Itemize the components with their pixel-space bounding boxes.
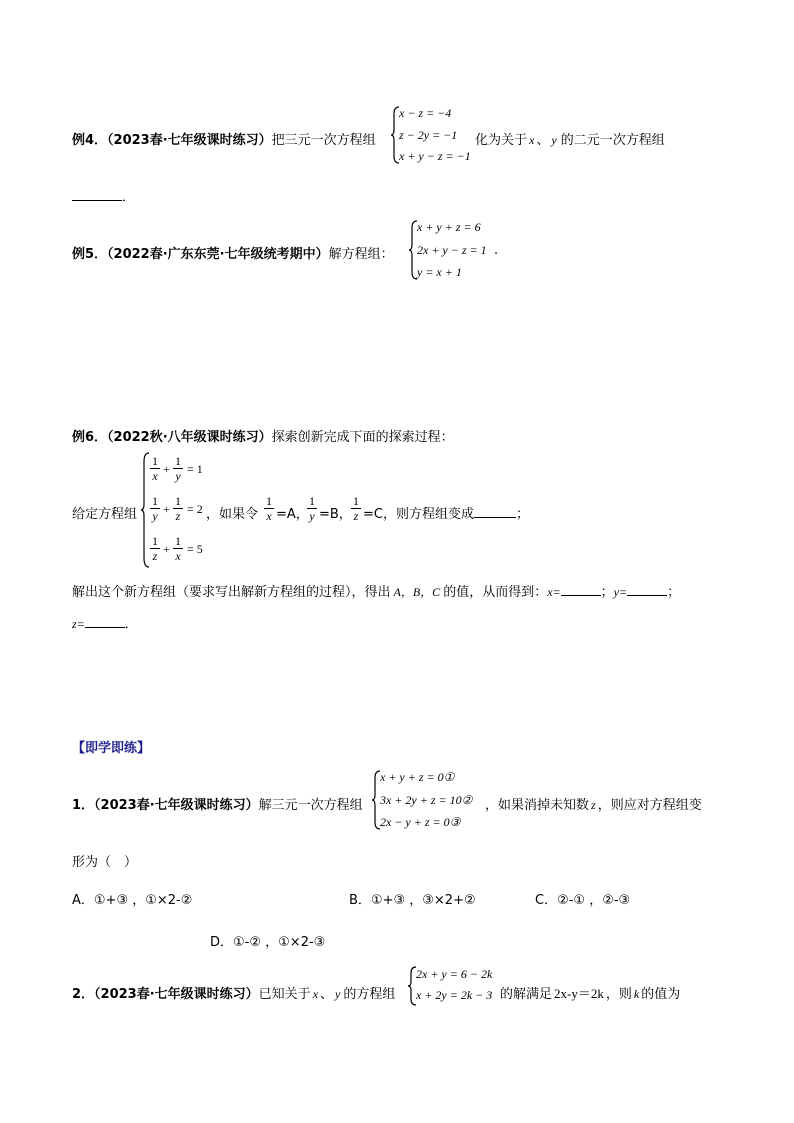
ex6-sub-frac-y: 1 y	[309, 494, 315, 523]
q1-option-a[interactable]: A．①+③ ，①×2-②	[72, 893, 193, 908]
q2-label: 2．	[72, 987, 95, 1002]
ex6-new-system-blank[interactable]	[474, 503, 516, 518]
ex5-eq2: 2x + y − z = 1	[417, 243, 487, 257]
ex6-line	[72, 426, 454, 445]
ex4-text-before: 把三元一次方程组	[271, 133, 376, 148]
ex4-answer-blank[interactable]	[72, 186, 122, 201]
ex4-line	[72, 129, 376, 148]
ex6-y-eq: y=	[613, 585, 628, 599]
ex6-sub-frac-z: 1 z	[353, 494, 359, 523]
q1-var-z: z	[591, 798, 596, 812]
ex4-text-after2: 的二元一次方程组	[560, 133, 665, 148]
ex4-eq2: z − 2y = −1	[399, 128, 458, 142]
q2-line: 2．（2023春·七年级课时练习）已知关于 x 、 y 的方程组	[72, 987, 396, 1002]
ex6-frac-2b: 1 z	[175, 494, 181, 523]
q1-eq1: x + y + z = 0①	[380, 770, 455, 784]
ex4-line-after	[475, 129, 665, 148]
ex4-text-after: 化为关于	[475, 133, 528, 148]
q1-eq3: 2x − y + z = 0③	[380, 815, 461, 829]
ex4-var-y: y	[551, 133, 557, 147]
q2-cond: 2x-y＝2k	[554, 986, 604, 1001]
ex6-frac-2a: 1 y	[152, 494, 158, 523]
ex6-abc: A，B，C	[393, 585, 441, 599]
ex6-solve-line: 解出这个新方程组（要求写出解新方程组的过程），得出 A，B，C 的值，从而得到：x= ；y= ；	[72, 581, 680, 600]
q1-option-b[interactable]: B．①+③ ，③×2+②	[349, 893, 476, 908]
ex6-plus-3: +	[163, 542, 170, 556]
ex4-end: ．	[122, 190, 136, 205]
ex6-x-blank[interactable]	[561, 581, 601, 596]
q1-line	[72, 794, 363, 813]
ex6-frac-3a-den: z	[152, 549, 158, 563]
ex6-x-eq: x=	[547, 585, 561, 599]
ex6-eq-C: =C，则方程组变成 ；	[363, 503, 529, 522]
ex6-y-blank[interactable]	[627, 581, 667, 596]
ex6-frac-3b-den: x	[175, 549, 181, 563]
ex6-frac-1a: 1 x	[152, 454, 158, 483]
ex6-frac-2b-den: z	[175, 509, 181, 523]
ex6-intro: 探索创新完成下面的探索过程：	[271, 430, 454, 445]
ex4-answer-line	[72, 186, 135, 205]
ex6-frac-1a-den: x	[152, 469, 158, 483]
ex6-frac-1b: 1 y	[175, 454, 181, 483]
ex6-rhs-2: = 2	[187, 502, 203, 516]
ex6-plus-1: +	[163, 462, 170, 476]
ex6-z-eq: z=	[72, 617, 85, 631]
ex6-z-line: z= ．	[72, 613, 138, 632]
q1-line-after: ，如果消掉未知数 z ，则应对方程组变	[485, 798, 702, 813]
ex5-eq3: y = x + 1	[417, 265, 462, 279]
ex4-sep: 、	[536, 133, 550, 148]
q1-option-d[interactable]: D．①-② ，①×2-③	[210, 935, 326, 950]
ex6-source: （2022秋·八年级课时练习）	[107, 430, 272, 445]
ex6-label: 例6．	[72, 430, 108, 445]
ex6-if-let: ，如果令	[206, 507, 259, 522]
ex6-rhs-3: = 5	[187, 542, 203, 556]
ex6-sub-frac-x: 1 x	[266, 494, 272, 523]
ex4-var-x: x	[529, 133, 535, 147]
ex6-frac-3a: 1 z	[152, 534, 158, 563]
ex6-frac-3b: 1 x	[175, 534, 181, 563]
ex6-rhs-1: = 1	[187, 462, 203, 476]
ex6-eq-A: =A，	[276, 507, 309, 522]
ex6-frac-1b-den: y	[175, 469, 181, 483]
ex4-eq3: x + y − z = −1	[399, 149, 471, 163]
q1-source: （2023春·七年级课时练习）	[94, 798, 259, 813]
ex6-eq-B: =B，	[319, 507, 352, 522]
ex5-source: （2022春·广东东莞·七年级统考期中）	[107, 247, 329, 262]
ex5-end: .	[494, 243, 499, 258]
ex5-eq1: x + y + z = 6	[417, 220, 481, 234]
ex4-label: 例4．	[72, 133, 108, 148]
q2-eq1: 2x + y = 6 − 2k	[416, 967, 493, 981]
ex5-label: 例5．	[72, 247, 108, 262]
q1-text-before: 解三元一次方程组	[258, 798, 363, 813]
ex6-plus-2: +	[163, 502, 170, 516]
ex5-line	[72, 243, 394, 262]
ex6-given: 给定方程组	[72, 507, 138, 522]
ex6-z-blank[interactable]	[85, 613, 125, 628]
q1-line2: 形为（ ）	[72, 855, 138, 870]
ex6-frac-2a-den: y	[152, 509, 158, 523]
practice-heading: 【即学即练】	[72, 741, 151, 756]
q2-eq2: x + 2y = 2k − 3	[416, 988, 493, 1002]
q1-label: 1．	[72, 798, 95, 813]
ex4-source: （2023春·七年级课时练习）	[107, 133, 272, 148]
q1-option-c[interactable]: C．②-① ，②-③	[535, 893, 631, 908]
q2-source: （2023春·七年级课时练习）	[94, 987, 259, 1002]
ex5-text-before: 解方程组：	[328, 247, 394, 262]
q2-line-after: 的解满足 2x-y＝2k ，则 k 的值为	[500, 986, 681, 1002]
ex4-eq1: x − z = −4	[399, 106, 452, 120]
q1-eq2: 3x + 2y + z = 10②	[380, 793, 473, 807]
